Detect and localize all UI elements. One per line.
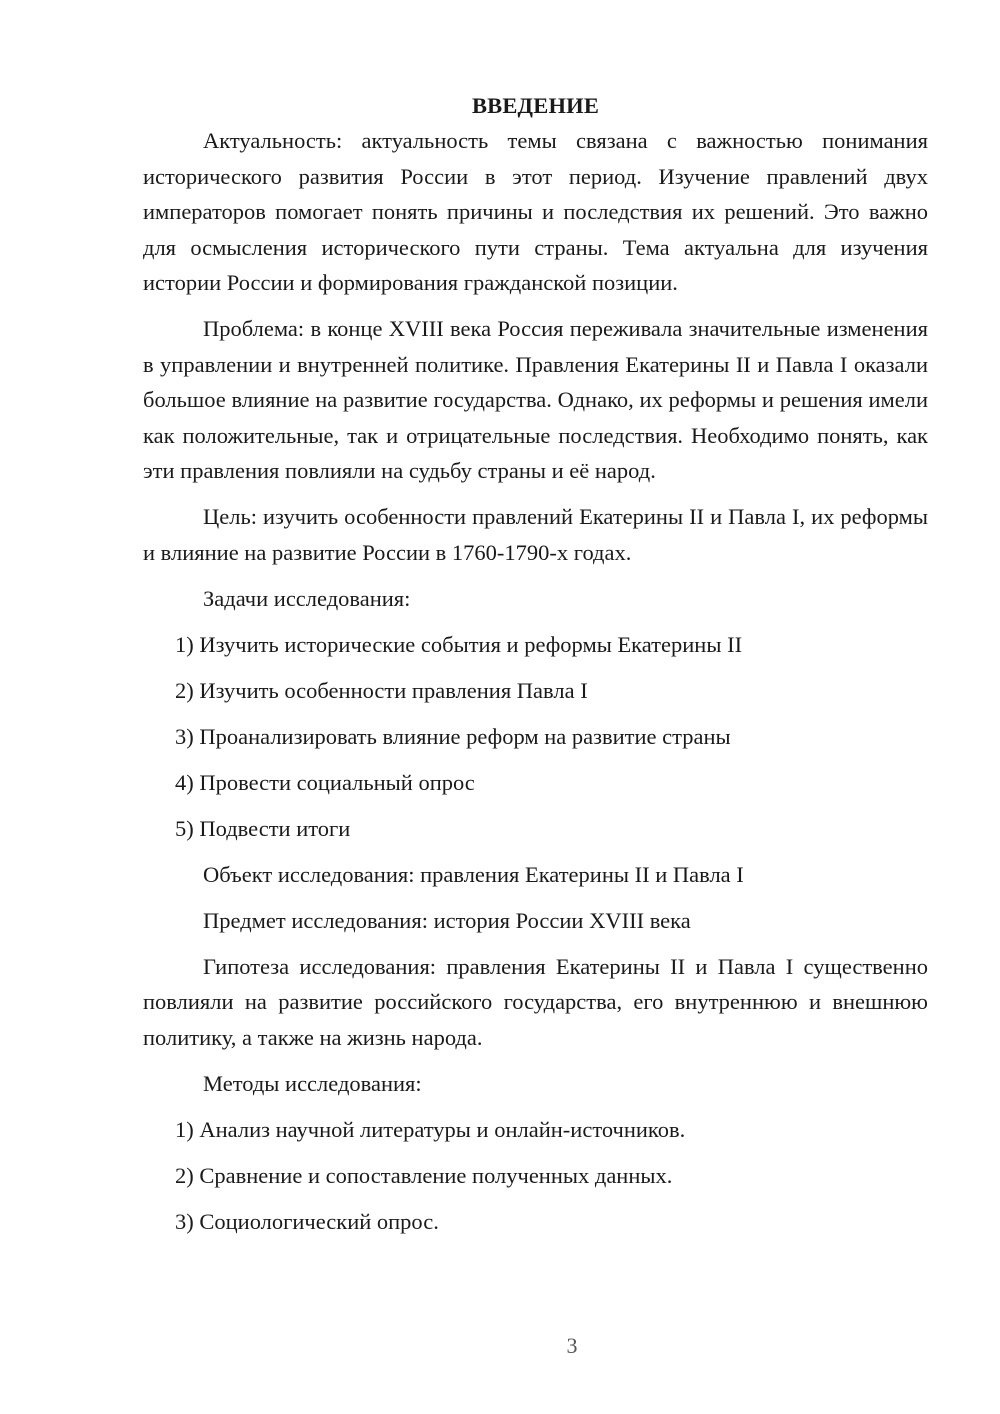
task-item: 5) Подвести итоги	[175, 815, 351, 841]
task-item: 1) Изучить исторические события и реформы Екатерины II	[175, 631, 743, 657]
method-item: 3) Социологический опрос.	[175, 1208, 439, 1234]
task-item: 3) Проанализировать влияние реформ на развитие страны	[175, 723, 731, 749]
problem-paragraph: Проблема: в конце XVIII века Россия переживала значительные изменения в управлении и внутренней политике. Правления Екатерины II и Павла I оказали большое влияние на развитие государства. Однако, их реформы и решения имели как положительные, так и отрицательные последствия. Необходимо понять, как эти правления повлияли на судьбу страны и её народ.	[143, 316, 928, 483]
document-page	[143, 88, 928, 1250]
method-item: 2) Сравнение и сопоставление полученных данных.	[175, 1162, 673, 1188]
object-line: Объект исследования: правления Екатерины II и Павла I	[203, 861, 744, 887]
tasks-heading: Задачи исследования:	[203, 585, 411, 611]
page-title: ВВЕДЕНИЕ	[471, 93, 600, 118]
hypothesis-paragraph: Гипотеза исследования: правления Екатерины II и Павла I существенно повлияли на развитие российского государства, его внутреннюю и внешнюю политику, а также на жизнь народа.	[143, 953, 928, 1050]
goal-paragraph: Цель: изучить особенности правлений Екатерины II и Павла I, их реформы и влияние на развитие России в 1760-1790-х годах.	[143, 504, 928, 565]
methods-heading: Методы исследования:	[203, 1070, 422, 1096]
subject-line: Предмет исследования: история России XVIII века	[203, 907, 691, 933]
page-number: 3	[566, 1333, 578, 1358]
method-item: 1) Анализ научной литературы и онлайн-источников.	[175, 1116, 686, 1142]
task-item: 4) Провести социальный опрос	[175, 769, 475, 795]
task-item: 2) Изучить особенности правления Павла I	[175, 677, 588, 703]
relevance-paragraph: Актуальность: актуальность темы связана с важностью понимания исторического развития России в этот период. Изучение правлений двух императоров помогает понять причины и последствия их решений. Это важно для осмысления исторического пути страны. Тема актуальна для изучения истории России и формирования гражданской позиции.	[143, 128, 928, 295]
methods-list	[143, 1112, 928, 1240]
tasks-list	[143, 627, 928, 847]
